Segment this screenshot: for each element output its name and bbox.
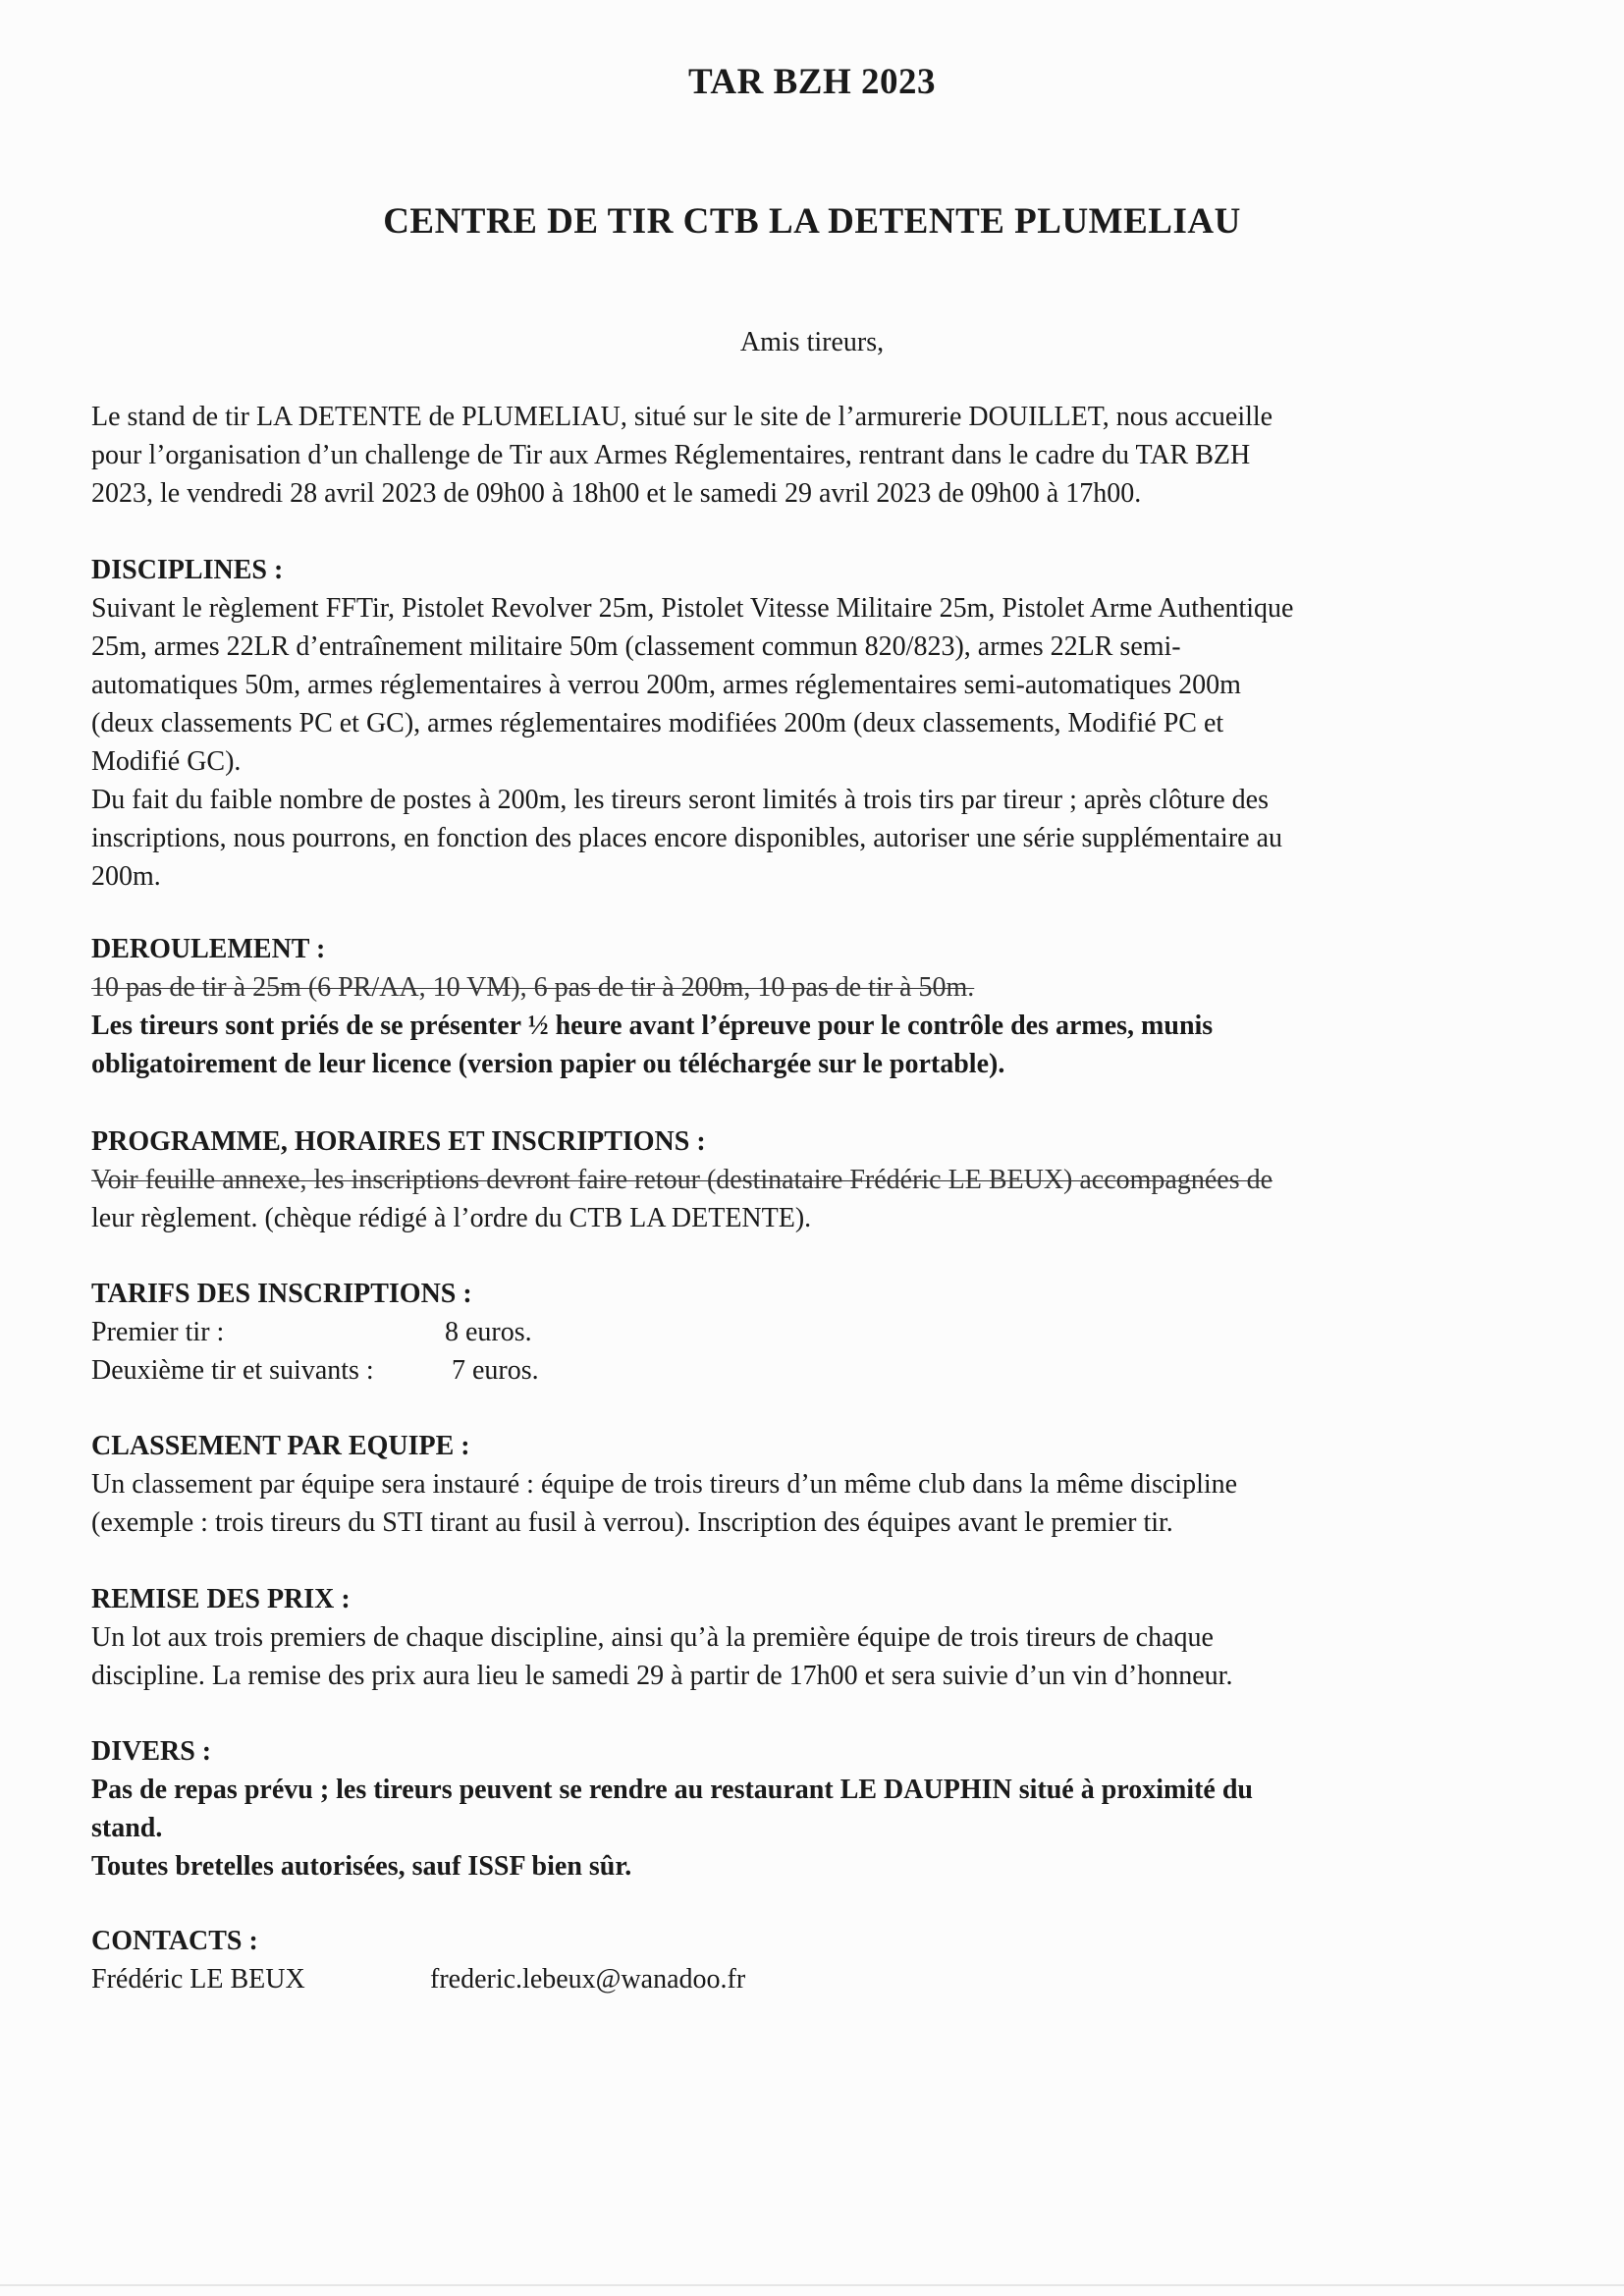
tarif-price: 8 euros. xyxy=(445,1317,532,1347)
paragraph-line: (exemple : trois tireurs du STI tirant au fusil à verrou). Inscription des équipes avant le premier tir. xyxy=(91,1507,1173,1538)
tarif-label: Deuxième tir et suivants : xyxy=(91,1355,374,1386)
intro-line: 2023, le vendredi 28 avril 2023 de 09h00 à 18h00 et le samedi 29 avril 2023 de 09h00 à 17h00. xyxy=(91,478,1142,509)
section-contacts xyxy=(91,1922,1505,1998)
paragraph-line: Du fait du faible nombre de postes à 200m, les tireurs seront limités à trois tirs par tireur ; après clôture des xyxy=(91,785,1270,815)
intro-line: Le stand de tir LA DETENTE de PLUMELIAU, situé sur le site de l’armurerie DOUILLET, nous accueille xyxy=(91,402,1273,432)
section-programme xyxy=(91,1122,1505,1237)
paragraph-line: 25m, armes 22LR d’entraînement militaire 50m (classement commun 820/823), armes 22LR semi- xyxy=(91,631,1181,662)
section-heading: DEROULEMENT : xyxy=(91,934,326,964)
document-title: TAR BZH 2023 xyxy=(687,62,936,102)
paragraph-line: Un classement par équipe sera instauré : équipe de trois tireurs d’un même club dans la même discipline xyxy=(91,1469,1238,1500)
section-heading: DISCIPLINES : xyxy=(91,555,284,585)
section-classement xyxy=(91,1427,1505,1542)
paragraph-line: Un lot aux trois premiers de chaque discipline, ainsi qu’à la première équipe de trois tireurs de chaque xyxy=(91,1622,1214,1653)
tarif-row xyxy=(91,1351,1505,1390)
paragraph-line: leur règlement. (chèque rédigé à l’ordre du CTB LA DETENTE). xyxy=(91,1203,812,1233)
section-heading: CONTACTS : xyxy=(91,1926,258,1956)
document-subtitle: CENTRE DE TIR CTB LA DETENTE PLUMELIAU xyxy=(383,201,1241,242)
struck-line: Voir feuille annexe, les inscriptions devront faire retour (destinataire Frédéric LE BEUX) accompagnées de xyxy=(91,1165,1273,1195)
bold-line: obligatoirement de leur licence (version papier ou téléchargée sur le portable). xyxy=(91,1049,1005,1079)
section-heading: DIVERS : xyxy=(91,1736,212,1767)
bold-line: Les tireurs sont priés de se présenter ½ heure avant l’épreuve pour le contrôle des armes, munis xyxy=(91,1011,1214,1041)
bold-line: Pas de repas prévu ; les tireurs peuvent se rendre au restaurant LE DAUPHIN situé à proximité du xyxy=(91,1775,1253,1805)
section-tarifs xyxy=(91,1275,1505,1390)
paragraph-line: inscriptions, nous pourrons, en fonction des places encore disponibles, autoriser une série supplémentaire au xyxy=(91,823,1283,853)
paragraph-line: Modifié GC). xyxy=(91,746,242,777)
contact-email[interactable]: frederic.lebeux@wanadoo.fr xyxy=(430,1964,746,1995)
bold-line: stand. xyxy=(91,1813,163,1843)
tarif-price: 7 euros. xyxy=(452,1355,539,1386)
section-remise xyxy=(91,1580,1505,1695)
tarif-label: Premier tir : xyxy=(91,1317,225,1347)
paragraph-line: 200m. xyxy=(91,861,161,892)
greeting: Amis tireurs, xyxy=(739,327,885,357)
section-heading: TARIFS DES INSCRIPTIONS : xyxy=(91,1279,472,1309)
section-disciplines xyxy=(91,551,1505,896)
paragraph-line: (deux classements PC et GC), armes réglementaires modifiées 200m (deux classements, Modifié PC et xyxy=(91,708,1224,738)
tarif-row xyxy=(91,1313,1505,1351)
section-divers xyxy=(91,1732,1505,1886)
paragraph-line: Suivant le règlement FFTir, Pistolet Revolver 25m, Pistolet Vitesse Militaire 25m, Pistolet Arme Authentique xyxy=(91,593,1294,624)
paragraph-line: discipline. La remise des prix aura lieu le samedi 29 à partir de 17h00 et sera suivie d’un vin d’honneur. xyxy=(91,1661,1233,1691)
paragraph-line: automatiques 50m, armes réglementaires à verrou 200m, armes réglementaires semi-automatiques 200m xyxy=(91,670,1241,700)
intro-line: pour l’organisation d’un challenge de Tir aux Armes Réglementaires, rentrant dans le cadre du TAR BZH xyxy=(91,440,1251,470)
contact-name: Frédéric LE BEUX xyxy=(91,1964,305,1995)
section-heading: CLASSEMENT PAR EQUIPE : xyxy=(91,1431,470,1461)
bold-line: Toutes bretelles autorisées, sauf ISSF bien sûr. xyxy=(91,1851,632,1882)
contact-row xyxy=(91,1960,1505,1998)
section-heading: PROGRAMME, HORAIRES ET INSCRIPTIONS : xyxy=(91,1126,706,1157)
scan-edge-line xyxy=(0,2284,1624,2286)
section-deroulement xyxy=(91,930,1505,1083)
section-heading: REMISE DES PRIX : xyxy=(91,1584,351,1614)
intro-paragraph xyxy=(91,398,1505,513)
struck-line: 10 pas de tir à 25m (6 PR/AA, 10 VM), 6 pas de tir à 200m, 10 pas de tir à 50m. xyxy=(91,972,975,1003)
